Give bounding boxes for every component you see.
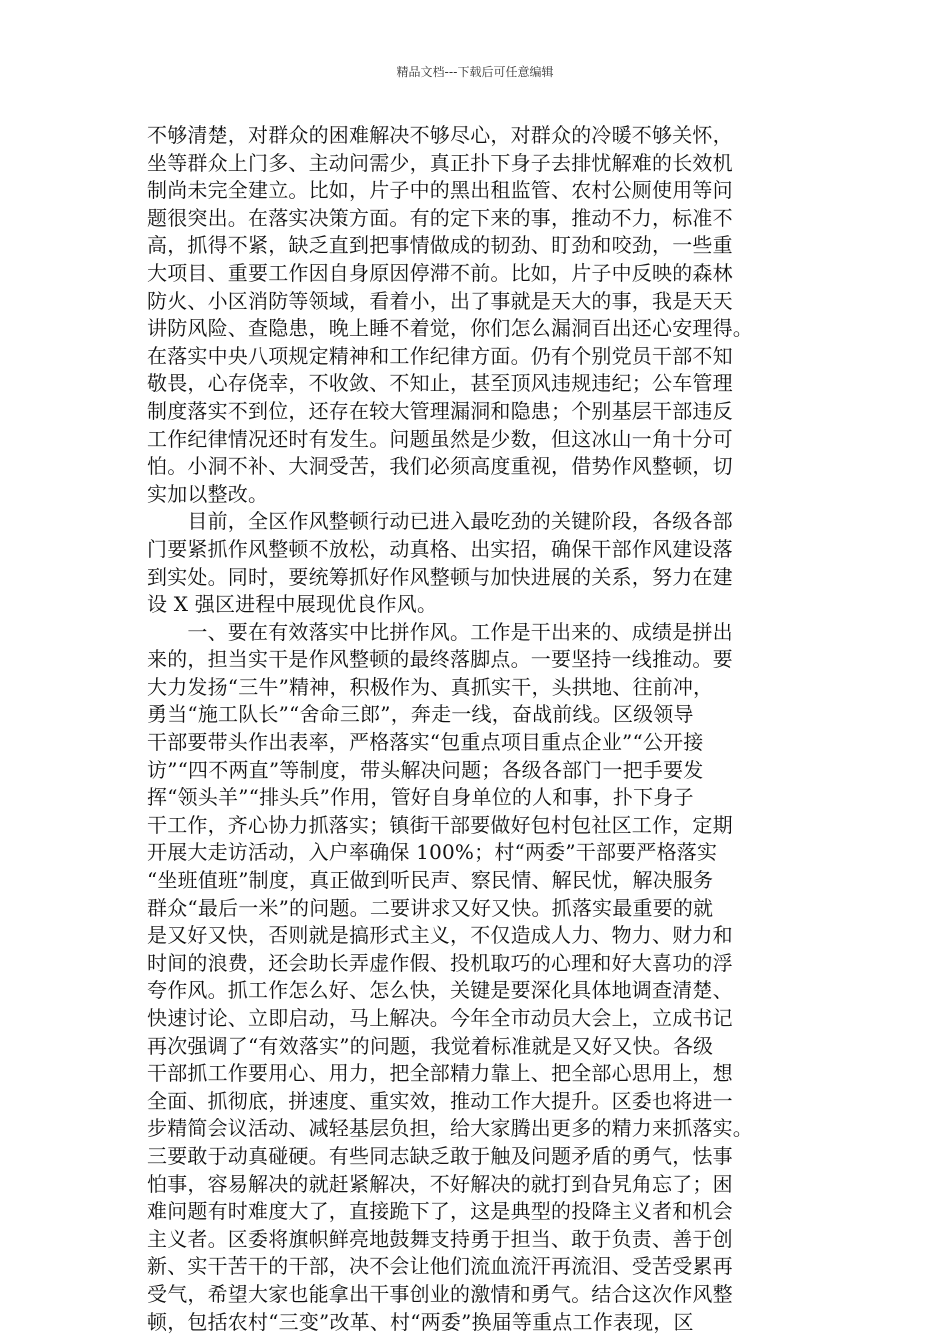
body-text-line: 设 X 强区进程中展现优良作风。: [147, 592, 438, 617]
body-text-line: 快速讨论、立即启动，马上解决。今年全市动员大会上，立成书记: [147, 1006, 733, 1030]
body-text-line: 挥“领头羊”“排头兵”作用，管好自身单位的人和事，扑下身子: [147, 785, 694, 810]
body-text-line: 门要紧抓作风整顿不放松，动真格、出实招，确保干部作风建设落: [147, 536, 733, 561]
body-text-line: 制尚未完全建立。比如，片子中的黑出租监管、农村公厕使用等问: [147, 178, 733, 203]
body-text-line: 是又好又快，否则就是搞形式主义，不仅造成人力、物力、财力和: [147, 923, 733, 948]
body-text-line: 夸作风。抓工作怎么好、怎么快，关键是要深化具体地调查清楚、: [147, 978, 733, 1003]
body-text-line: 难问题有时难度大了，直接跪下了，这是典型的投降主义者和机会: [147, 1199, 733, 1224]
body-text-line: 干部要带头作出表率，严格落实“包重点项目重点企业”“公开接: [147, 730, 704, 755]
body-text-line: 受气，希望大家也能拿出干事创业的激情和勇气。结合这次作风整: [147, 1281, 733, 1306]
body-text-line: 干部抓工作要用心、用力，把全部精力靠上、把全部心思用上，想: [147, 1061, 733, 1086]
body-text-line: 制度落实不到位，还存在较大管理漏洞和隐患；个别基层干部违反: [147, 398, 733, 423]
body-text-line: 怕事，容易解决的就赶紧解决，不好解决的就打到旮旯角忘了；困: [147, 1171, 733, 1196]
body-text-line: 坐等群众上门多、主动问需少，真正扑下身子去排忧解难的长效机: [147, 150, 733, 175]
body-text-line: 顿，包括农村“三变”改革、村“两委”换届等重点工作表现，区: [147, 1309, 694, 1334]
document-body: [147, 122, 815, 1336]
body-text-line: 三要敢于动真碰硬。有些同志缺乏敢于触及问题矛盾的勇气，怯事: [147, 1143, 733, 1168]
body-text-line: 大项目、重要工作因自身原因停滞不前。比如，片子中反映的森林: [147, 260, 733, 285]
body-text-line: 访”“四不两直”等制度，带头解决问题；各级各部门一把手要发: [147, 757, 704, 782]
body-text-line: 时间的浪费，还会助长弄虚作假、投机取巧的心理和好大喜功的浮: [147, 950, 733, 975]
page-header: 精品文档---下载后可任意编辑: [396, 65, 554, 79]
body-text-line: 来的，担当实干是作风整顿的最终落脚点。一要坚持一线推动。要: [147, 647, 733, 672]
body-text-line: 开展大走访活动，入户率确保 100%；村“两委”干部要严格落实: [147, 840, 718, 865]
body-text-line: 群众“最后一米”的问题。二要讲求又好又快。抓落实最重要的就: [147, 895, 714, 920]
body-text-line: “坐班值班”制度，真正做到听民声、察民情、解民忧，解决服务: [147, 868, 714, 893]
body-text-line: 再次强调了“有效落实”的问题，我觉着标准就是又好又快。各级: [147, 1033, 714, 1058]
body-text-line: 题很突出。在落实决策方面。有的定下来的事，推动不力，标准不: [147, 205, 733, 230]
body-text-line: 主义者。区委将旗帜鲜亮地鼓舞支持勇于担当、敢于负责、善于创: [147, 1226, 733, 1251]
body-text-line: 全面、抓彻底，拼速度、重实效，推动工作大提升。区委也将进一: [147, 1088, 733, 1113]
body-text-line: 实加以整改。: [147, 481, 269, 506]
body-text-line: 工作纪律情况还时有发生。问题虽然是少数，但这冰山一角十分可: [147, 426, 733, 451]
body-text-line: 高，抓得不紧，缺乏直到把事情做成的韧劲、盯劲和咬劲，一些重: [147, 233, 733, 258]
body-text-line: 怕。小洞不补、大洞受苦，我们必须高度重视，借势作风整顿，切: [147, 454, 733, 479]
body-text-line: 步精简会议活动、减轻基层负担，给大家腾出更多的精力来抓落实。: [147, 1116, 753, 1141]
body-text-line: 在落实中央八项规定精神和工作纪律方面。仍有个别党员干部不知: [147, 343, 733, 368]
body-text-line: 防火、小区消防等领域，看着小，出了事就是天大的事，我是天天: [147, 288, 733, 313]
body-text-line: 讲防风险、查隐患，晚上睡不着觉，你们怎么漏洞百出还心安理得。: [147, 316, 753, 341]
body-text-line: 不够清楚，对群众的困难解决不够尽心，对群众的冷暖不够关怀，: [147, 123, 733, 147]
body-text-line: 敬畏，心存侥幸，不收敛、不知止，甚至顶风违规违纪；公车管理: [147, 371, 733, 396]
body-text-line: 新、实干苦干的干部，决不会让他们流血流汗再流泪、受苦受累再: [147, 1254, 733, 1279]
body-text-line: 目前，全区作风整顿行动已进入最吃劲的关键阶段，各级各部: [147, 509, 733, 534]
body-text-line: 大力发扬“三牛”精神，积极作为、真抓实干，头拱地、往前冲，: [147, 674, 714, 699]
body-text-line: 一、要在有效落实中比拼作风。工作是干出来的、成绩是拼出: [147, 619, 733, 644]
body-text-line: 勇当“施工队长”“舍命三郎”，奔走一线，奋战前线。区级领导: [147, 702, 694, 727]
body-text-line: 干工作，齐心协力抓落实；镇街干部要做好包村包社区工作，定期: [147, 812, 733, 837]
body-text-line: 到实处。同时，要统筹抓好作风整顿与加快进展的关系，努力在建: [147, 564, 733, 589]
